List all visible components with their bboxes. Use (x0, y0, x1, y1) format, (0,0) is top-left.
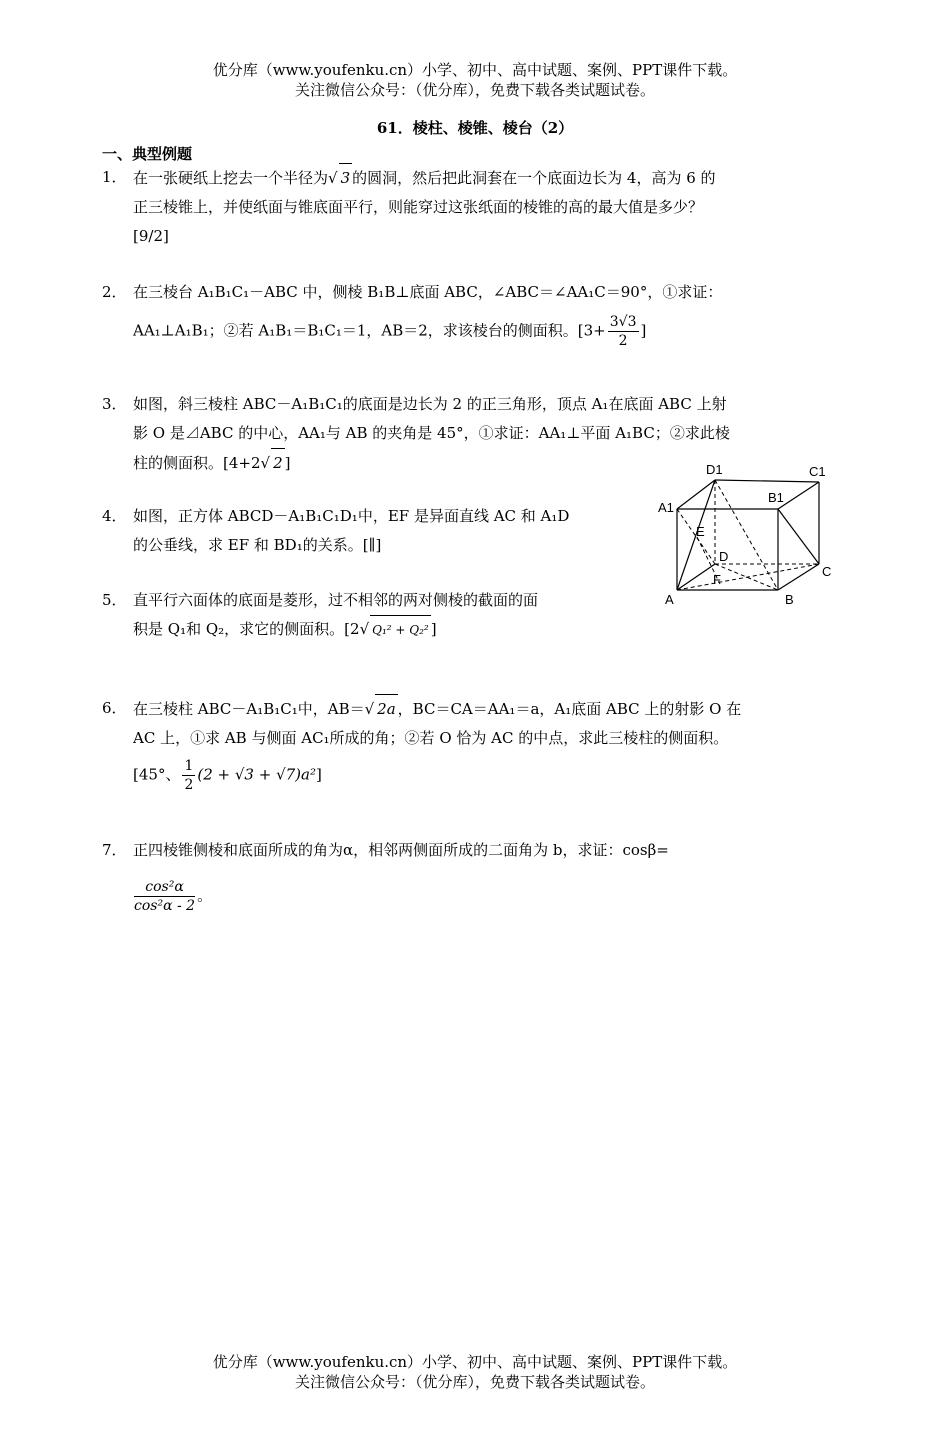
q5-text-b: ] (430, 620, 437, 638)
fraction-denominator: cos²α - 2 (134, 898, 196, 914)
q2-answer-fraction (608, 313, 639, 350)
page-title: 61．棱柱、棱锥、棱台（2） (376, 119, 574, 137)
question-number: 5． (102, 591, 127, 609)
q5-radicand: Q₁² + Q₂² (370, 615, 431, 645)
q6-answer-fraction (182, 757, 195, 794)
radical-icon: √ (364, 700, 375, 718)
question-number: 1． (102, 168, 127, 186)
label-f: F (713, 572, 721, 587)
q7-fraction-row (132, 878, 212, 915)
q7-fraction (134, 878, 195, 915)
page-header (0, 60, 950, 100)
q6-text-c: [45°、 (133, 765, 181, 784)
label-a: A (665, 592, 674, 607)
q5-text-a: 积是 Q₁和 Q₂，求它的侧面积。[2 (133, 620, 360, 638)
question-number: 2． (102, 283, 127, 301)
footer-line-2: 关注微信公众号：（优分库），免费下载各类试题试卷。 (294, 1373, 655, 1391)
radical-icon: √ (359, 620, 370, 638)
q6-line-2: AC 上，①求 AB 与侧面 AC₁所成的角；②若 O 恰为 AC 的中点，求此三棱柱的侧面积。 (133, 729, 729, 747)
question-number: 7． (102, 841, 127, 859)
radical-icon: √ (328, 169, 338, 187)
page-footer (0, 1352, 950, 1392)
label-b1: B1 (768, 490, 784, 505)
edge-ad (677, 564, 715, 590)
q1-text-a: 在一张硬纸上挖去一个半径为 (133, 169, 329, 187)
question-number: 6． (102, 699, 127, 717)
label-a1: A1 (658, 500, 674, 515)
label-c1: C1 (809, 464, 826, 479)
q6-expression: (2 + √3 + √7)a² (197, 765, 316, 784)
q6-close: ] (316, 765, 322, 784)
question-number: 3． (102, 395, 127, 413)
fraction-denominator: 2 (184, 777, 194, 793)
radical-icon: √ (260, 454, 271, 472)
q7-end: 。 (197, 886, 213, 905)
q7-line-1: 正四棱锥侧棱和底面所成的角为α，相邻两侧面所成的二面角为 b，求证：cosβ= (133, 841, 669, 859)
label-c: C (822, 564, 832, 579)
q3-line-1: 如图，斜三棱柱 ABC－A₁B₁C₁的底面是边长为 2 的正三角形，顶点 A₁在底面 ABC 上射 (133, 395, 727, 413)
edge-b1c1 (778, 482, 819, 509)
fraction-numerator: 3√3 (609, 314, 637, 330)
q1-text-b: 的圆洞，然后把此洞套在一个底面边长为 4，高为 6 的 (352, 169, 716, 187)
q6-text-b: ，BC＝CA＝AA₁＝a，A₁底面 ABC 上的射影 O 在 (397, 700, 742, 718)
q5-line-1: 直平行六面体的底面是菱形，过不相邻的两对侧棱的截面的面 (133, 591, 539, 609)
q2-close: ] (640, 321, 647, 340)
q3-line-2: 影 O 是⊿ABC 的中心，AA₁与 AB 的夹角是 45°，①求证：AA₁⊥平面 A₁BC；②求此棱 (133, 424, 730, 442)
footer-line-1: 优分库（www.youfenku.cn）小学、初中、高中试题、案例、PPT课件下载。 (212, 1353, 738, 1371)
q6-radicand: 2a (375, 694, 398, 724)
section-heading: 一、典型例题 (102, 145, 193, 163)
edge-d1c1 (715, 480, 819, 482)
q2-line-1: 在三棱台 A₁B₁C₁－ABC 中，侧棱 B₁B⊥底面 ABC，∠ABC＝∠AA₁C＝90°，①求证： (133, 283, 723, 301)
edge-b1c-diag (778, 509, 819, 564)
q3-text-b: ] (284, 454, 291, 472)
q1-answer: [9/2] (133, 227, 169, 245)
q4-line-1: 如图，正方体 ABCD－A₁B₁C₁D₁中，EF 是异面直线 AC 和 A₁D (133, 507, 570, 525)
header-line-1: 优分库（www.youfenku.cn）小学、初中、高中试题、案例、PPT课件下载。 (212, 61, 738, 79)
label-b: B (785, 592, 794, 607)
header-line-2: 关注微信公众号：（优分库），免费下载各类试题试卷。 (294, 81, 655, 99)
q3-radicand: 2 (271, 448, 285, 478)
q2-line-2: AA₁⊥A₁B₁；②若 A₁B₁＝B₁C₁＝1，AB＝2，求该棱台的侧面积。[3+ (133, 321, 606, 340)
q6-text-a: 在三棱柱 ABC－A₁B₁C₁中，AB＝ (133, 700, 365, 718)
edge-a1d1 (677, 480, 715, 509)
q4-line-2: 的公垂线，求 EF 和 BD₁的关系。[∥] (133, 536, 382, 554)
fraction-numerator: 1 (184, 758, 194, 774)
q3-text-a: 柱的侧面积。[4+2 (133, 454, 261, 472)
q1-line-2: 正三棱锥上，并使纸面与锥底面平行，则能穿过这张纸面的棱锥的高的最大值是多少？ (133, 198, 704, 216)
fraction-denominator: 2 (618, 333, 628, 349)
label-d: D (719, 549, 729, 564)
label-e: E (696, 524, 705, 539)
fraction-numerator: cos²α (134, 878, 195, 897)
q1-radicand: 3 (339, 163, 353, 193)
question-number: 4． (102, 507, 127, 525)
label-d1: D1 (706, 462, 723, 477)
edge-bc (778, 564, 819, 590)
cube-figure (656, 458, 841, 610)
